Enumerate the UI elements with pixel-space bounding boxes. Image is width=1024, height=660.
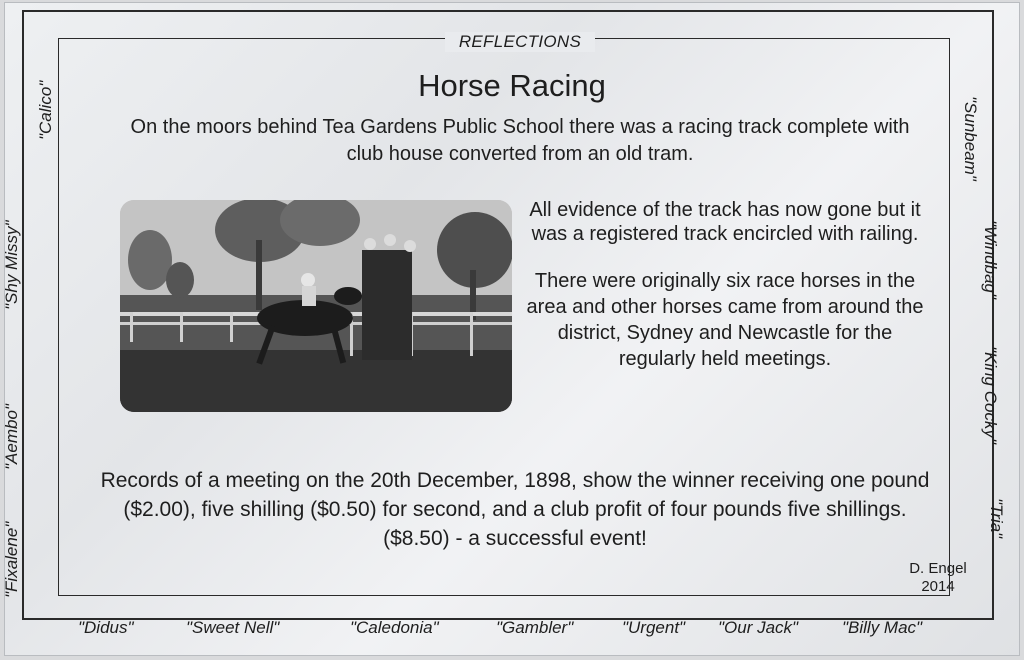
horse-name: "Tria"	[987, 498, 1006, 539]
horse-name: "Aembo"	[2, 404, 21, 470]
horse-name: "Caledonia"	[350, 618, 439, 637]
horse-name: "Didus"	[78, 618, 134, 637]
horse-name: "Gambler"	[496, 618, 574, 637]
racing-photo-illustration	[120, 200, 512, 412]
page-title: Horse Racing	[418, 68, 606, 103]
horse-name: "Windbag"	[981, 220, 1000, 300]
bottom-horse-names	[60, 618, 940, 644]
horse-name: "Sweet Nell"	[186, 618, 280, 637]
horse-name: "King Cocky"	[981, 346, 1000, 445]
header-label: REFLECTIONS	[445, 32, 595, 52]
horse-name: "Calico"	[36, 80, 55, 140]
intro-text: On the moors behind Tea Gardens Public School there was a racing track complete with club house converted from an old tram.	[130, 116, 910, 165]
horse-name: "Our Jack"	[718, 618, 799, 637]
horse-name: "Shy Missy"	[2, 220, 21, 310]
author-year: 2014	[921, 578, 955, 595]
records-text: Records of a meeting on the 20th December, 1898, show the winner receiving one pound ($2.00), five shilling ($0.50) for second, and a club profit of four pounds five shillings.	[100, 469, 930, 521]
racing-photo	[120, 200, 512, 412]
author-name: D. Engel	[909, 560, 967, 577]
horse-name: "Fixalene"	[2, 521, 21, 598]
track-description	[520, 198, 930, 372]
records-section	[90, 466, 940, 553]
horse-name: "Sunbeam"	[961, 96, 980, 181]
records-total-text: ($8.50) - a successful event!	[383, 527, 647, 550]
author-credit	[898, 560, 978, 596]
horse-name: "Billy Mac"	[842, 618, 923, 637]
race-horses-text: There were originally six race horses in the area and other horses came from around the district, Sydney and Newcastle for the regularly held meetings.	[526, 270, 924, 370]
track-evidence-text: All evidence of the track has now gone but it was a registered track encircled with railing.	[529, 199, 921, 245]
horse-name: "Urgent"	[622, 618, 686, 637]
